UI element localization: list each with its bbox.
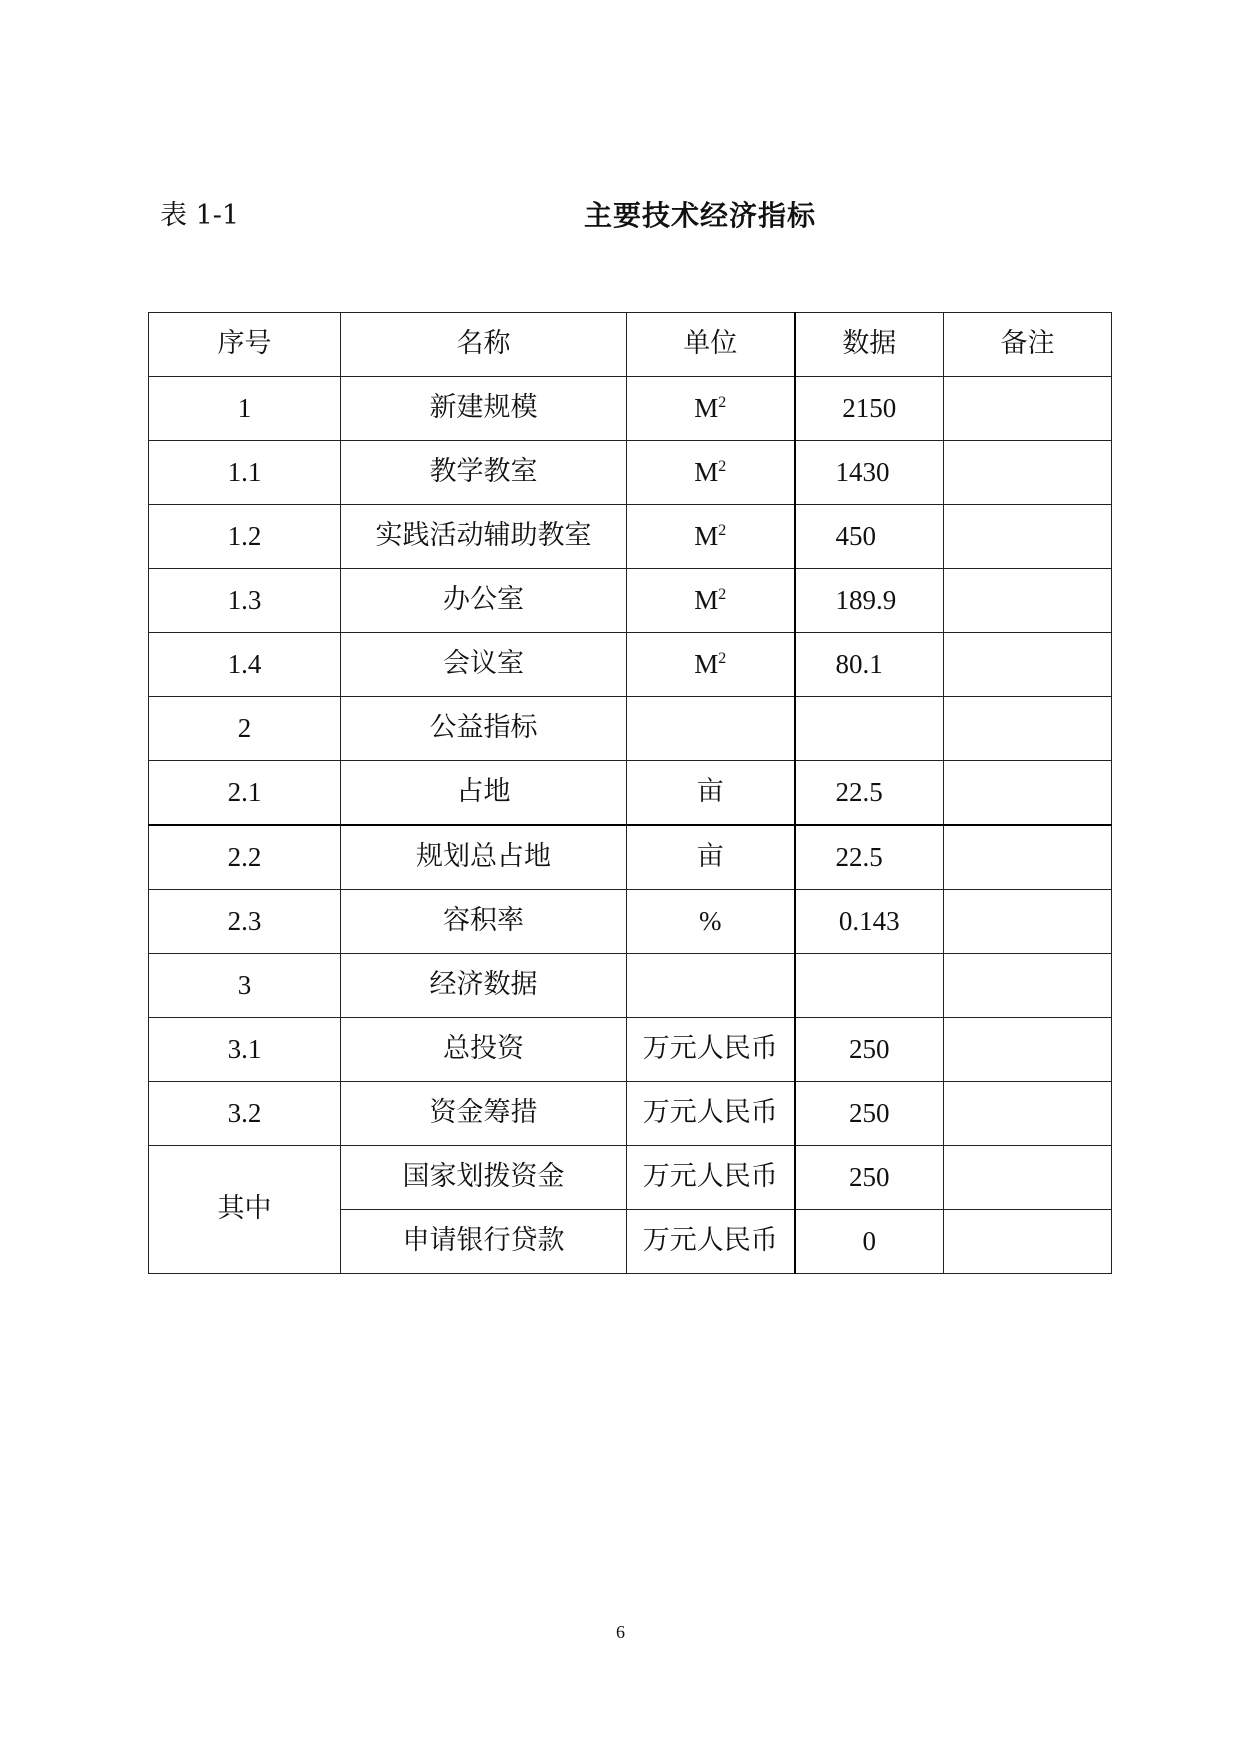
row-index: 2 bbox=[149, 697, 341, 761]
row-unit bbox=[627, 697, 795, 761]
unit-base: M bbox=[694, 393, 719, 424]
row-remark bbox=[944, 1018, 1112, 1082]
row-index: 1 bbox=[149, 377, 341, 441]
unit-superscript: 2 bbox=[718, 394, 727, 412]
row-remark bbox=[944, 954, 1112, 1018]
row-data: 0.143 bbox=[795, 890, 944, 954]
unit-superscript: 2 bbox=[718, 586, 727, 604]
row-remark bbox=[944, 505, 1112, 569]
row-remark bbox=[944, 569, 1112, 633]
row-remark bbox=[944, 890, 1112, 954]
row-data bbox=[795, 954, 944, 1018]
unit-superscript: 2 bbox=[718, 522, 727, 540]
row-unit bbox=[627, 441, 795, 505]
table-row bbox=[149, 505, 1112, 569]
row-unit: 万元人民币 bbox=[627, 1210, 795, 1274]
row-data: 450 bbox=[795, 505, 944, 569]
row-unit bbox=[627, 377, 795, 441]
table-row bbox=[149, 1018, 1112, 1082]
row-index: 2.1 bbox=[149, 761, 341, 826]
row-index: 3.2 bbox=[149, 1082, 341, 1146]
table-row bbox=[149, 825, 1112, 890]
row-unit bbox=[627, 954, 795, 1018]
row-unit: % bbox=[627, 890, 795, 954]
row-data: 80.1 bbox=[795, 633, 944, 697]
header-index: 序号 bbox=[149, 313, 341, 377]
row-remark bbox=[944, 825, 1112, 890]
unit-base: M bbox=[694, 649, 719, 680]
row-data: 1430 bbox=[795, 441, 944, 505]
row-index: 2.3 bbox=[149, 890, 341, 954]
row-data: 250 bbox=[795, 1018, 944, 1082]
table-row bbox=[149, 569, 1112, 633]
row-unit bbox=[627, 505, 795, 569]
row-index: 3 bbox=[149, 954, 341, 1018]
row-name: 新建规模 bbox=[341, 377, 627, 441]
row-remark bbox=[944, 377, 1112, 441]
row-name: 国家划拨资金 bbox=[341, 1146, 627, 1210]
row-data: 189.9 bbox=[795, 569, 944, 633]
row-name: 申请银行贷款 bbox=[341, 1210, 627, 1274]
row-unit: 亩 bbox=[627, 825, 795, 890]
table-row bbox=[149, 441, 1112, 505]
table-label: 表 1-1 bbox=[160, 200, 240, 231]
row-data: 250 bbox=[795, 1082, 944, 1146]
table-row bbox=[149, 954, 1112, 1018]
unit-base: M bbox=[694, 521, 719, 552]
table-row bbox=[149, 633, 1112, 697]
indicator-table bbox=[148, 312, 1112, 1274]
row-name: 规划总占地 bbox=[341, 825, 627, 890]
row-data: 2150 bbox=[795, 377, 944, 441]
row-name: 占地 bbox=[341, 761, 627, 826]
table-row bbox=[149, 1082, 1112, 1146]
row-remark bbox=[944, 697, 1112, 761]
row-index: 1.3 bbox=[149, 569, 341, 633]
row-index: 2.2 bbox=[149, 825, 341, 890]
row-name: 会议室 bbox=[341, 633, 627, 697]
unit-superscript: 2 bbox=[718, 458, 727, 476]
row-unit: 万元人民币 bbox=[627, 1018, 795, 1082]
unit-base: M bbox=[694, 457, 719, 488]
header-name: 名称 bbox=[341, 313, 627, 377]
row-remark bbox=[944, 761, 1112, 826]
row-unit bbox=[627, 633, 795, 697]
row-name: 公益指标 bbox=[341, 697, 627, 761]
row-data: 0 bbox=[795, 1210, 944, 1274]
row-index: 1.2 bbox=[149, 505, 341, 569]
row-index: 1.1 bbox=[149, 441, 341, 505]
table-title: 主要技术经济指标 bbox=[583, 199, 816, 232]
group-label: 其中 bbox=[149, 1146, 341, 1274]
row-name: 办公室 bbox=[341, 569, 627, 633]
table-row bbox=[149, 377, 1112, 441]
page-number: 6 bbox=[616, 1622, 625, 1642]
row-data: 22.5 bbox=[795, 825, 944, 890]
row-name: 资金筹措 bbox=[341, 1082, 627, 1146]
row-index: 1.4 bbox=[149, 633, 341, 697]
row-index: 3.1 bbox=[149, 1018, 341, 1082]
row-name: 经济数据 bbox=[341, 954, 627, 1018]
row-name: 教学教室 bbox=[341, 441, 627, 505]
row-remark bbox=[944, 1082, 1112, 1146]
row-data bbox=[795, 697, 944, 761]
row-unit: 万元人民币 bbox=[627, 1082, 795, 1146]
row-unit bbox=[627, 569, 795, 633]
header-row bbox=[149, 313, 1112, 377]
row-name: 实践活动辅助教室 bbox=[341, 505, 627, 569]
row-remark bbox=[944, 441, 1112, 505]
unit-superscript: 2 bbox=[718, 650, 727, 668]
table-row bbox=[149, 1146, 1112, 1210]
header-data: 数据 bbox=[795, 313, 944, 377]
row-data: 250 bbox=[795, 1146, 944, 1210]
unit-base: M bbox=[694, 585, 719, 616]
row-name: 总投资 bbox=[341, 1018, 627, 1082]
table-row bbox=[149, 761, 1112, 826]
row-name: 容积率 bbox=[341, 890, 627, 954]
row-remark bbox=[944, 1146, 1112, 1210]
row-unit: 万元人民币 bbox=[627, 1146, 795, 1210]
row-remark bbox=[944, 1210, 1112, 1274]
row-data: 22.5 bbox=[795, 761, 944, 826]
row-unit: 亩 bbox=[627, 761, 795, 826]
header-remark: 备注 bbox=[944, 313, 1112, 377]
row-remark bbox=[944, 633, 1112, 697]
table-row bbox=[149, 697, 1112, 761]
header-unit: 单位 bbox=[627, 313, 795, 377]
table-row bbox=[149, 890, 1112, 954]
